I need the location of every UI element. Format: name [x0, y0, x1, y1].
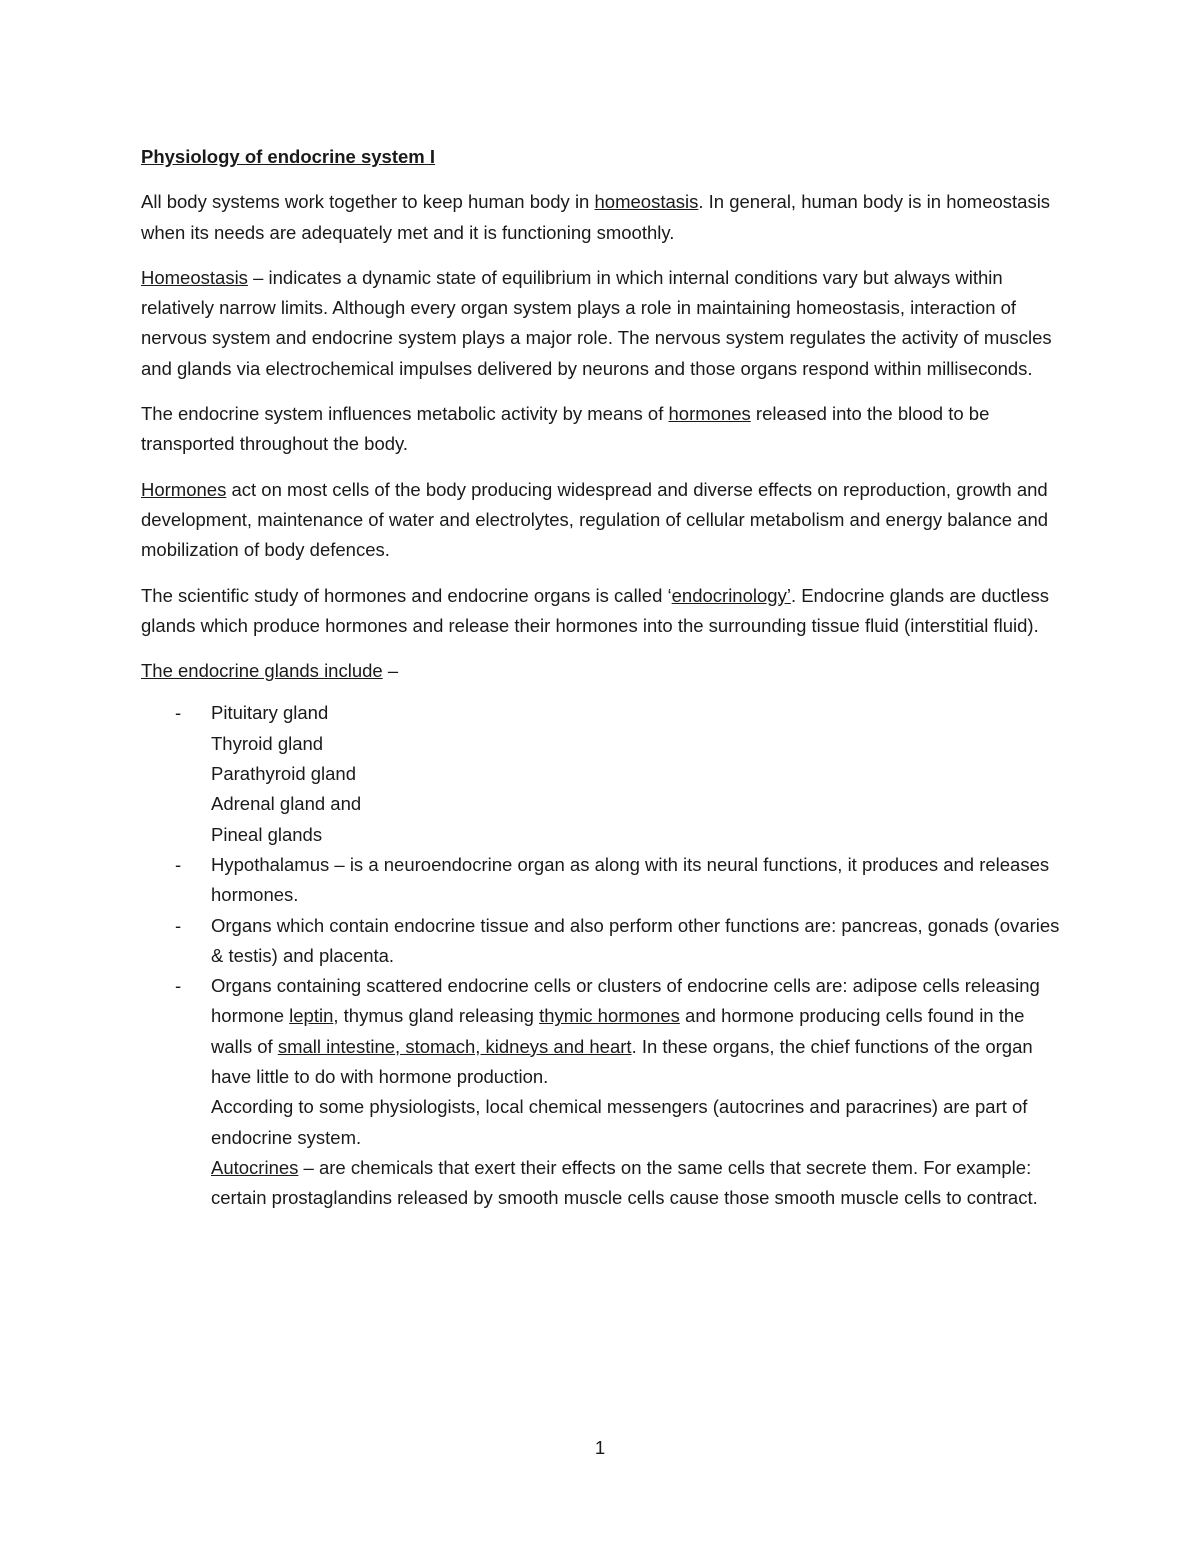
list-item — [141, 911, 1061, 972]
underlined-term: Autocrines — [211, 1156, 299, 1178]
underlined-term: The endocrine glands include — [141, 660, 383, 682]
list-item-text — [211, 971, 1061, 1092]
text-span: act on most cells of the body producing widespread and diverse effects on reproduction, growth and development, maintenance of water and electrolytes, regulation of cellular metabolism and energy balance and mobilization of body defences. — [141, 478, 1049, 561]
list-item — [141, 850, 1061, 911]
text-span: . Endocrine glands are ductless glands which produce hormones and release their hormones into the surrounding tissue fluid (interstitial fluid). — [141, 584, 1050, 636]
text-span: The endocrine system influences metabolic activity by means of — [141, 403, 669, 425]
text-span: Organs containing scattered endocrine cells or clusters of endocrine cells are: adipose cells releasing hormone — [211, 975, 1040, 1027]
paragraph-endocrine-system — [141, 399, 1061, 460]
list-item-text — [211, 1153, 1061, 1214]
gland-name: Pituitary gland — [211, 702, 329, 724]
underlined-term: hormones — [668, 403, 751, 425]
underlined-term: endocrinology’ — [671, 584, 791, 606]
gland-name: Pineal glands — [211, 823, 323, 845]
list-item — [141, 698, 1061, 849]
glands-heading — [141, 656, 1061, 686]
gland-name: Adrenal gland and — [211, 793, 362, 815]
text-span: – are chemicals that exert their effects on the same cells that secrete them. For example: certain prostaglandins released by smooth muscle cells cause those smooth muscle cells to contract. — [211, 1156, 1038, 1209]
text-span: released into the blood to be transported throughout the body. — [141, 403, 990, 455]
paragraph-homeostasis-intro — [141, 187, 1061, 248]
list-item-text: Hypothalamus – is a neuroendocrine organ as along with its neural functions, it produces and releases hormones. — [211, 853, 1050, 906]
underlined-term: leptin — [289, 1005, 334, 1027]
underlined-term: Homeostasis — [141, 266, 248, 288]
paragraph-endocrinology — [141, 581, 1061, 642]
text-span: – — [382, 660, 399, 682]
underlined-term: Hormones — [141, 478, 227, 500]
text-span: . In these organs, the chief functions of the organ have little to do with hormone production. — [211, 1035, 1033, 1088]
endocrine-glands-list — [141, 698, 1061, 1213]
list-item-text: According to some physiologists, local chemical messengers (autocrines and paracrines) are part of endocrine system. — [211, 1096, 1028, 1148]
underlined-term: small intestine, stomach, kidneys and heart — [277, 1035, 632, 1057]
text-span: and hormone producing cells found in the walls of — [211, 1005, 1025, 1057]
underlined-term: homeostasis — [594, 191, 699, 213]
list-dash: - — [175, 702, 182, 724]
document-body — [141, 142, 1061, 1214]
page-number: 1 — [594, 1437, 606, 1458]
list-dash: - — [175, 914, 182, 936]
paragraph-homeostasis-definition — [141, 263, 1061, 384]
document-title: Physiology of endocrine system I — [141, 146, 436, 167]
text-span: The scientific study of hormones and endocrine organs is called ‘ — [141, 584, 672, 606]
paragraph-hormones — [141, 475, 1061, 566]
list-dash: - — [175, 853, 182, 875]
text-span: , thymus gland releasing — [333, 1005, 540, 1027]
list-item-text: Organs which contain endocrine tissue and also perform other functions are: pancreas, gonads (ovaries & testis) and placenta. — [211, 914, 1060, 966]
gland-name: Thyroid gland — [211, 732, 324, 754]
text-span: . In general, human body is in homeostasis when its needs are adequately met and it is functioning smoothly. — [141, 191, 1051, 243]
list-item — [141, 971, 1061, 1213]
text-span: All body systems work together to keep human body in — [141, 191, 595, 213]
gland-name: Parathyroid gland — [211, 763, 357, 785]
list-dash: - — [175, 975, 182, 997]
text-span: – indicates a dynamic state of equilibrium in which internal conditions vary but always within relatively narrow limits. Although every organ system plays a role in maintaining homeostasis, interaction of nervous system and endocrine system plays a major role. The nervous system regulates the activity of muscles and glands via electrochemical impulses delivered by neurons and those organs respond within milliseconds. — [141, 266, 1052, 379]
underlined-term: thymic hormones — [539, 1005, 680, 1027]
